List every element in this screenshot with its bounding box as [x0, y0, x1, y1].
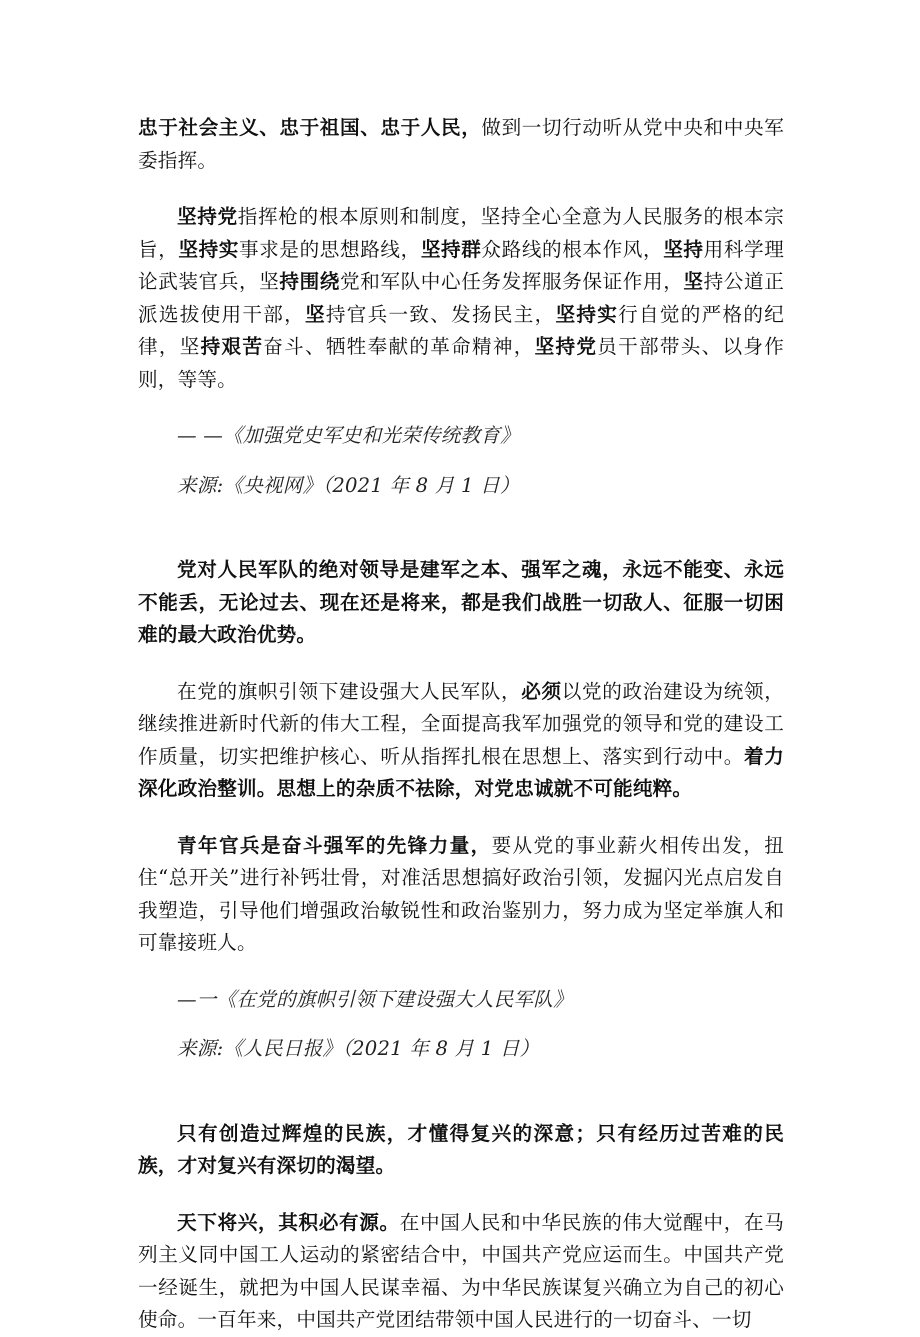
document-body — [138, 112, 784, 1337]
body-text: 指挥枪的根本原则和制度，坚持全心全意为人民服务的根本宗旨， — [138, 205, 784, 261]
paragraph-loyalty — [138, 112, 784, 177]
bold-text: 坚持实 — [555, 302, 619, 326]
body-text: 事求是的思想路线， — [239, 237, 421, 261]
bold-text: 忠于社会主义、忠于祖国、忠于人民， — [138, 116, 482, 139]
attribution-line: — —《加强党史军史和光荣传统教育》 — [177, 424, 520, 447]
body-text: 员干部带头、以身作则，等等。 — [138, 335, 784, 391]
paragraph-principles — [138, 201, 784, 396]
bold-text: 坚 — [683, 270, 704, 293]
bold-text: 天下将兴，其积必有源。 — [177, 1210, 400, 1234]
source-line: 来源:《央视网》（2021 年 8 月 1 日） — [177, 473, 520, 497]
body-text: 行自觉的严格的纪律，坚 — [138, 302, 784, 358]
body-text: 持官兵一致、发扬民主， — [325, 302, 556, 326]
body-text: 用科学理论武装官兵，坚 — [138, 237, 785, 293]
body-text: 党和军队中心任务发挥服务保证作用， — [340, 270, 684, 293]
bold-text: 坚持群 — [420, 237, 482, 261]
bold-text: 坚持 — [663, 237, 704, 261]
bold-text: 坚持党 — [177, 205, 238, 228]
body-text: 奋斗、牺牲奉献的革命精神， — [263, 335, 535, 358]
attribution-line: —一《在党的旗帜引领下建设强大人民军队》 — [177, 987, 573, 1011]
body-text: 做到一切行动听从党中央和中央军委指挥。 — [138, 116, 784, 172]
bold-text: 必须 — [521, 679, 562, 703]
source-line: 来源:《人民日报》（2021 年 8 月 1 日） — [177, 1037, 540, 1060]
body-text: 持公道正派选拔使用干部， — [138, 270, 785, 326]
body-text: 在党的旗帜引领下建设强大人民军队， — [177, 679, 522, 703]
body-text: 要从党的事业薪火相传出发，扭住“总开关”进行补钙壮骨，对准活思想搞好政治引领，发掘闪光点启发自我塑造，引导他们增强政治敏锐性和政治鉴别力，努力成为坚定举旗人和可靠接班人。 — [138, 833, 784, 954]
bold-text: 青年官兵是奋斗强军的先锋力量， — [177, 833, 492, 857]
paragraph-leadership: 党对人民军队的绝对领导是建军之本、强军之魂，永远不能变、永远不能丢，无论过去、现在还是将来，都是我们战胜一切敌人、征服一切困难的最大政治优势。 — [138, 558, 784, 646]
bold-text: 着力深化政治整训。思想上的杂质不祛除，对党忠诚就不可能纯粹。 — [138, 744, 784, 800]
bold-text: 坚持党 — [534, 335, 598, 358]
bold-text: 持艰苦 — [200, 335, 264, 358]
paragraph-origin — [138, 1207, 784, 1337]
paragraph-rejuvenation: 只有创造过辉煌的民族，才懂得复兴的深意；只有经历过苦难的民族，才对复兴有深切的渴望。 — [138, 1121, 784, 1177]
bold-text: 坚持实 — [178, 237, 240, 261]
bold-text: 坚 — [304, 302, 326, 326]
bold-text: 持围绕 — [279, 270, 341, 293]
body-text: 以党的政治建设为统领，继续推进新时代新的伟大工程，全面提高我军加强党的领导和党的建设工作质量，切实把维护核心、听从指挥扎根在思想上、落实到行动中。 — [138, 679, 784, 768]
body-text: 在中国人民和中华民族的伟大觉醒中，在马列主义同中国工人运动的紧密结合中，中国共产党应运而生。中国共产党一经诞生，就把为中国人民谋幸福、为中华民族谋复兴确立为自己的初心使命。一百年来，中国共产党团结带领中国人民进行的一切奋斗、一切 — [138, 1210, 784, 1331]
body-text: 众路线的根本作风， — [481, 237, 664, 261]
paragraph-young-soldiers — [138, 830, 784, 960]
paragraph-build-army — [138, 676, 784, 806]
